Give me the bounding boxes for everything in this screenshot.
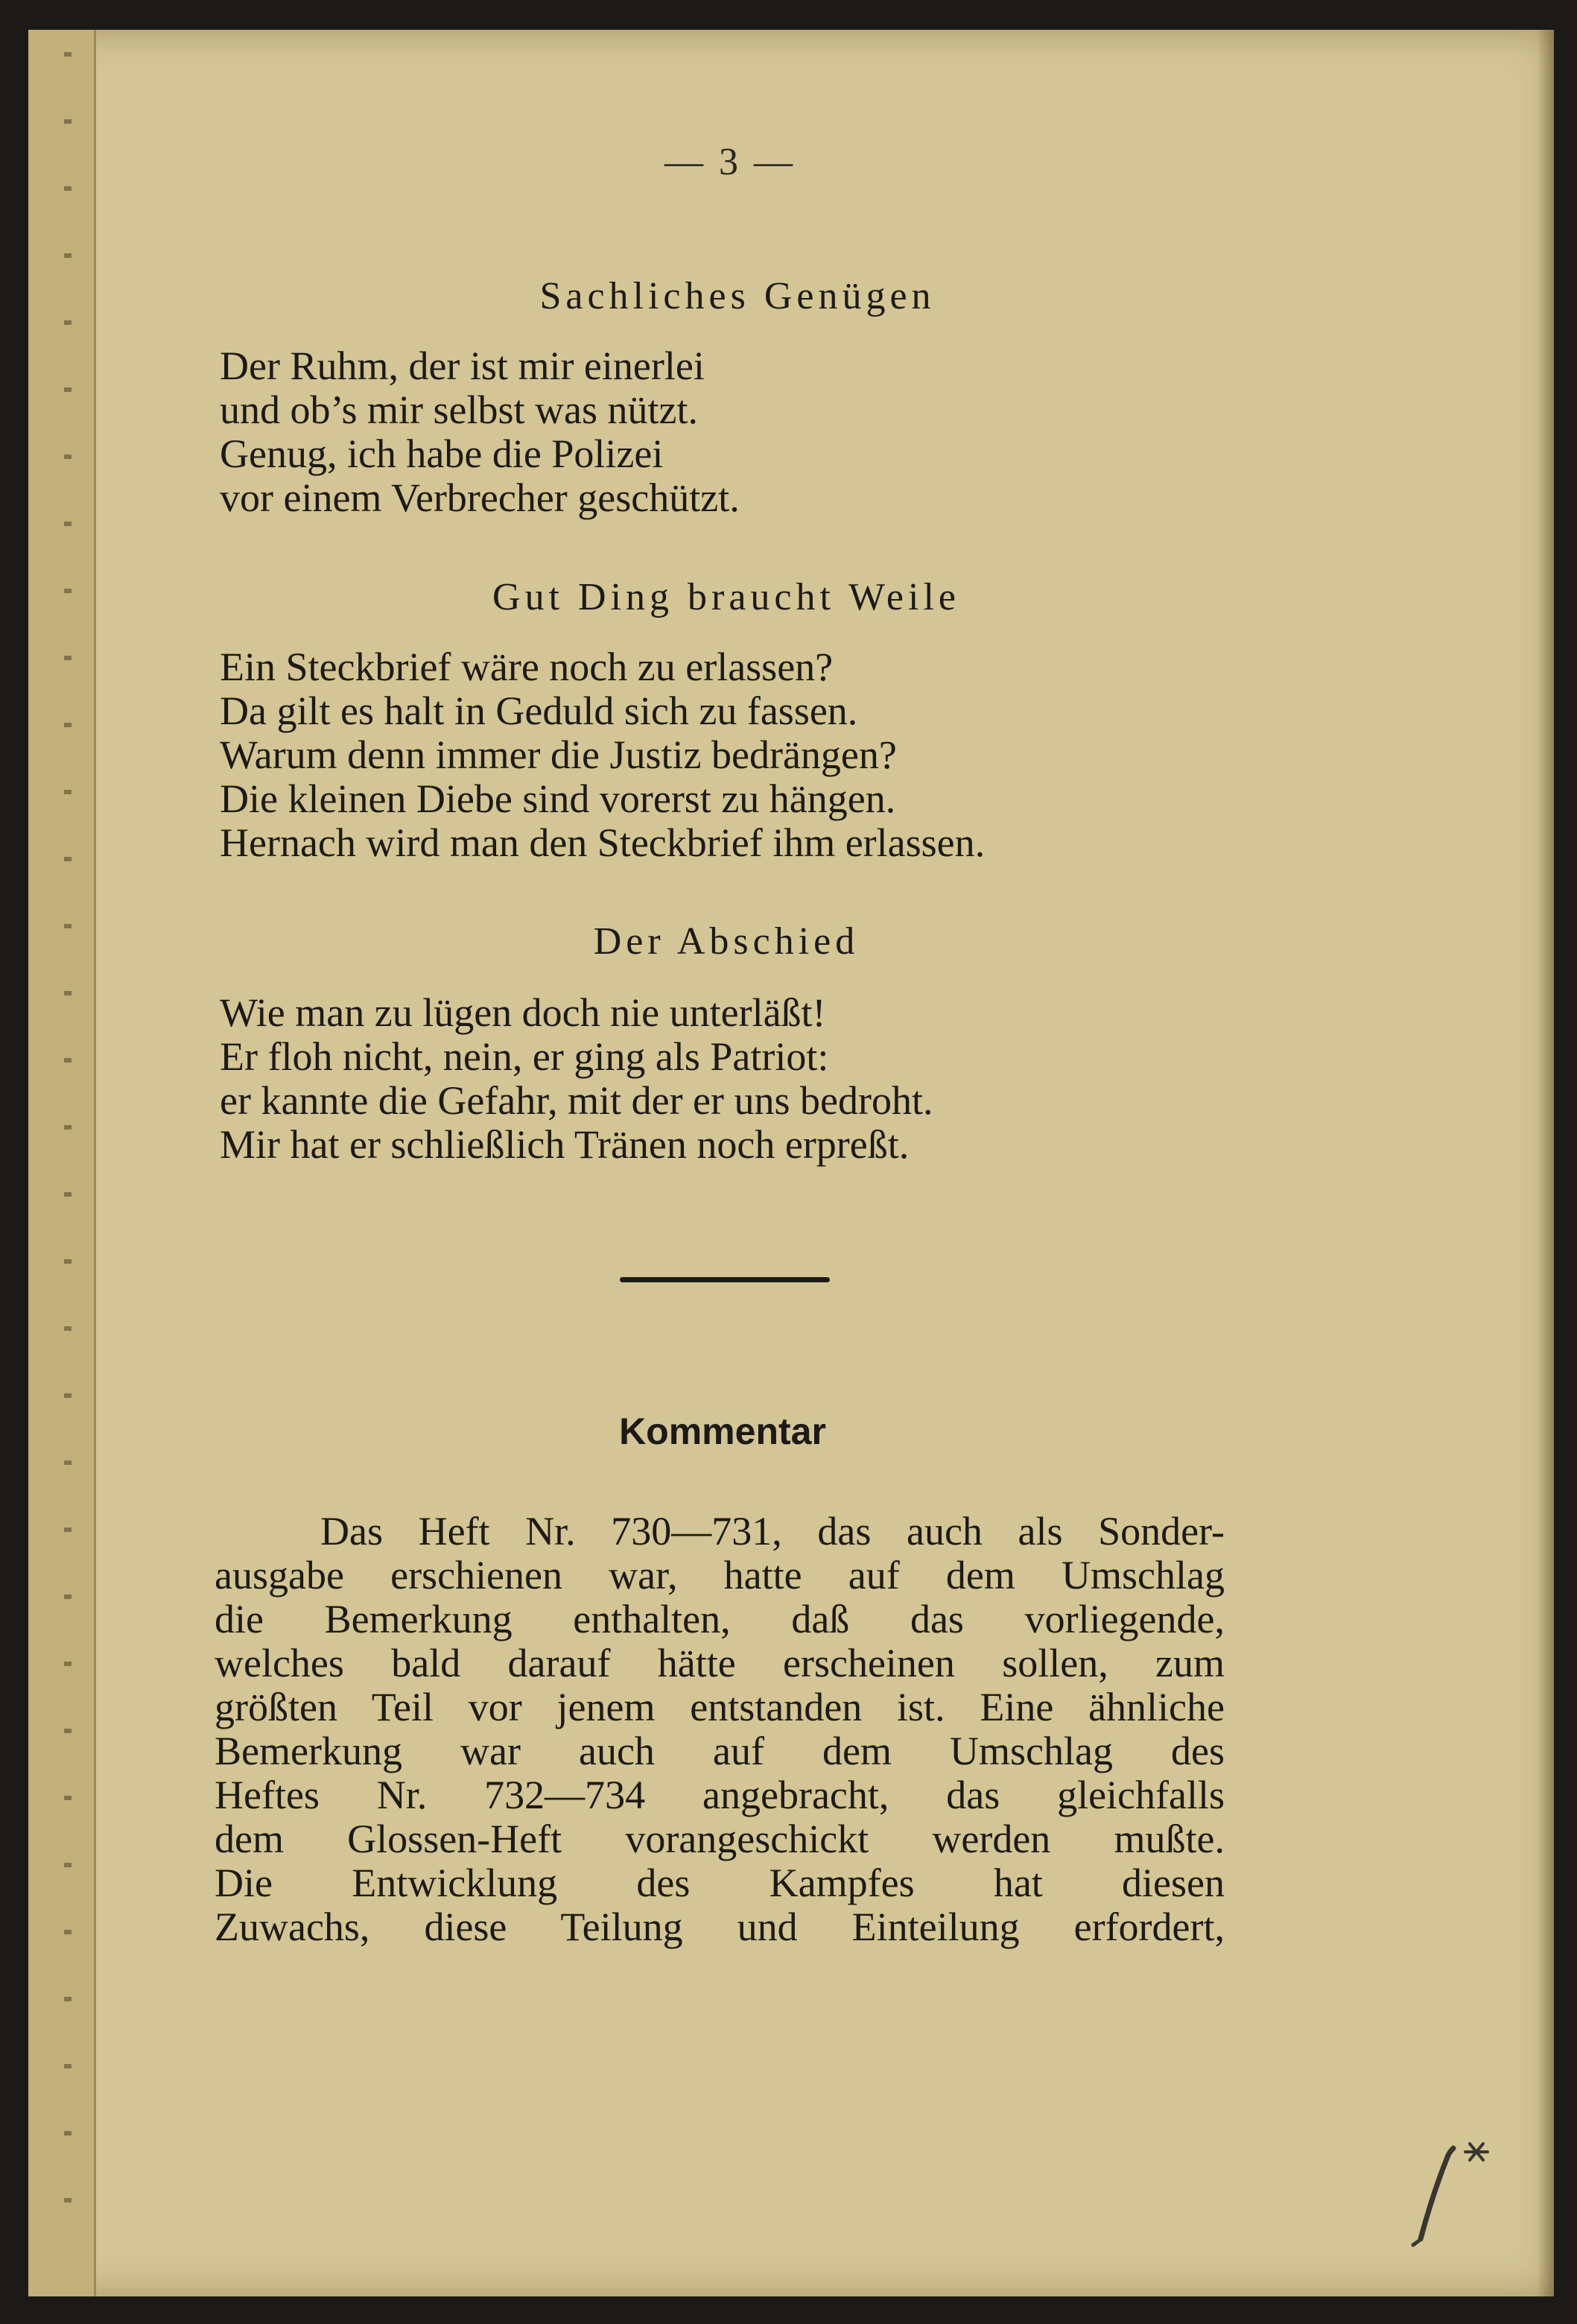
poem-line: Da gilt es halt in Geduld sich zu fassen. bbox=[220, 688, 858, 733]
poem-line: Hernach wird man den Steckbrief ihm erlassen. bbox=[220, 820, 986, 865]
poem-line: vor einem Verbrecher geschützt. bbox=[220, 475, 740, 520]
page-number: — 3 — bbox=[664, 141, 796, 183]
commentary-line: Bemerkung war auch auf dem Umschlag des bbox=[215, 1729, 1225, 1773]
commentary-line: Heftes Nr. 732—734 angebracht, das gleichfalls bbox=[215, 1773, 1225, 1817]
poem-title-sachliches-genuegen: Sachliches Genügen bbox=[539, 275, 936, 317]
poem-line: Warum denn immer die Justiz bedrängen? bbox=[220, 732, 897, 777]
poem-der-abschied bbox=[220, 991, 1278, 1167]
commentary-line: größten Teil vor jenem entstanden ist. Eine ähnliche bbox=[215, 1685, 1225, 1729]
poem-title-der-abschied: Der Abschied bbox=[593, 920, 860, 963]
commentary-line: Das Heft Nr. 730—731, das auch als Sonder- bbox=[320, 1509, 1225, 1554]
page-edge-shadow bbox=[1538, 30, 1554, 2296]
commentary-line: Zuwachs, diese Teilung und Einteilung erfordert, bbox=[215, 1905, 1225, 1949]
handwritten-mark-icon bbox=[1374, 2127, 1523, 2254]
commentary-heading: Kommentar bbox=[619, 1410, 826, 1452]
commentary-line: Die Entwicklung des Kampfes hat diesen bbox=[215, 1861, 1225, 1905]
poem-line: Ein Steckbrief wäre noch zu erlassen? bbox=[220, 645, 834, 689]
poem-line: Er floh nicht, nein, er ging als Patriot: bbox=[220, 1034, 829, 1079]
commentary-text bbox=[215, 1510, 1225, 1949]
section-divider-rule bbox=[620, 1277, 830, 1282]
binding-stitching bbox=[64, 52, 72, 2250]
poem-title-gut-ding: Gut Ding braucht Weile bbox=[492, 576, 960, 618]
poem-sachliches-genuegen bbox=[220, 344, 1278, 520]
poem-gut-ding bbox=[220, 645, 1278, 865]
poem-line: und ob’s mir selbst was nützt. bbox=[220, 387, 698, 432]
poem-line: Die kleinen Diebe sind vorerst zu hängen. bbox=[220, 776, 896, 821]
poem-line: er kannte die Gefahr, mit der er uns bedroht. bbox=[220, 1078, 933, 1123]
commentary-line: ausgabe erschienen war, hatte auf dem Umschlag bbox=[215, 1553, 1225, 1598]
commentary-line: dem Glossen-Heft vorangeschickt werden mußte. bbox=[215, 1817, 1225, 1861]
commentary-line: welches bald darauf hätte erscheinen sollen, zum bbox=[215, 1641, 1225, 1685]
page-binding bbox=[28, 30, 96, 2296]
poem-line: Mir hat er schließlich Tränen noch erpreßt. bbox=[220, 1122, 910, 1167]
poem-line: Genug, ich habe die Polizei bbox=[220, 431, 664, 476]
commentary-line: die Bemerkung enthalten, daß das vorliegende, bbox=[215, 1597, 1225, 1641]
poem-line: Wie man zu lügen doch nie unterläßt! bbox=[220, 990, 826, 1035]
poem-line: Der Ruhm, der ist mir einerlei bbox=[220, 343, 705, 388]
